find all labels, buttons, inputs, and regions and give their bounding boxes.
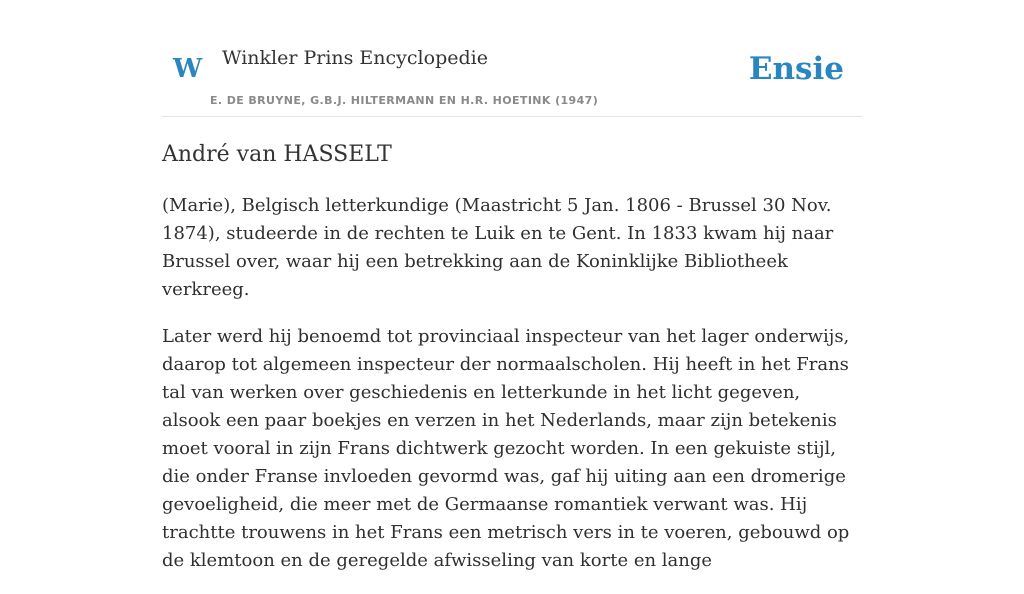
article-paragraph: (Marie), Belgisch letterkundige (Maastricht 5 Jan. 1806 - Brussel 30 Nov. 1874), studeerde in de rechten te Luik en te Gent. In 1833 kwam hij naar Brussel over, waar hij een betrekking aan de Koninklijke Bibliotheek verkreeg. [162, 195, 834, 300]
article-paragraph: Later werd hij benoemd tot provinciaal inspecteur van het lager onderwijs, daarop tot algemeen inspecteur der normaalscholen. Hij heeft in het Frans tal van werken over geschiedenis en letterkunde in het licht gegeven, alsook een paar boekjes en verzen in het Nederlands, maar zijn betekenis moet vooral in zijn Frans dichtwerk gezocht worden. In een gekuiste stijl, die onder Franse invloeden gevormd was, gaf hij uiting aan een dromerige gevoeligheid, die meer met de Germaanse romantiek verwant was. Hij trachtte trouwens in het Frans een metrisch vers in te voeren, gebouwd op de klemtoon en de geregelde afwisseling van korte en lange [162, 326, 850, 571]
ensie-logo[interactable]: Ensie [748, 51, 844, 87]
site-header [162, 0, 862, 117]
publication-authors: E. DE BRUYNE, G.B.J. HILTERMANN EN H.R. HOETINK (1947) [210, 94, 599, 107]
winkler-prins-logo[interactable]: W [173, 54, 203, 84]
publication-title[interactable]: Winkler Prins Encyclopedie [222, 47, 488, 69]
article-title: André van HASSELT [162, 142, 392, 167]
article-body [162, 192, 864, 594]
